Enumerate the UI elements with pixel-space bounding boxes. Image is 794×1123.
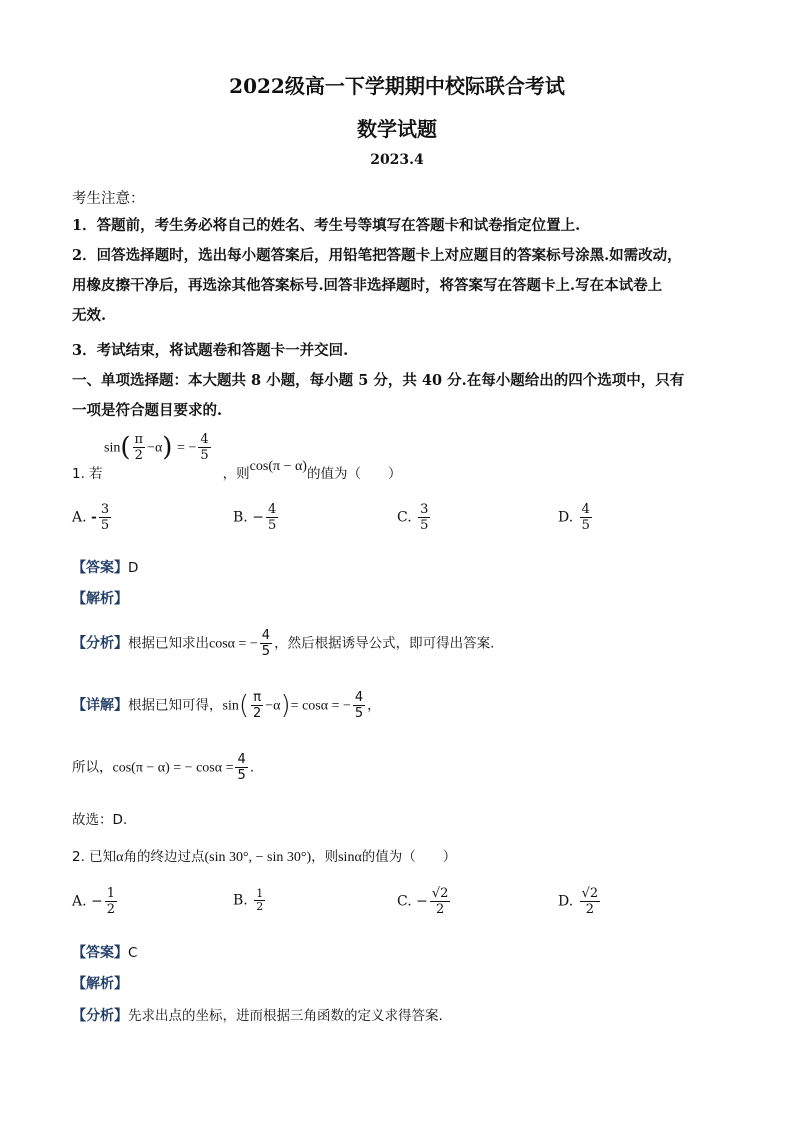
q2-option-c: C. − $\frac{√2}{2}$ [397,886,449,917]
notice-heading: 考生注意： [72,191,145,207]
exam-date: 2023.4 [370,152,424,168]
q2-fenxi: 【分析】先求出点的坐标，进而根据三角函数的定义求得答案. [72,1008,443,1024]
q1-analysis-tag: 【解析】 [72,591,128,607]
q1-choice: 故选：D. [72,812,128,828]
q1-cond-fraction: $\frac{4}{5}$ [200,432,209,463]
q1-fenxi: 【分析】根据已知求出cosα = − $\frac{4}{5}$ ，然后根据诱导公式，即可得出答案. [72,628,495,659]
q2-stem: 2. 已知α角的终边过点(sin 30°, − sin 30°)，则sinα的值为（ ） [72,849,457,865]
q1-option-c: C. $\frac{3}{5}$ [397,502,429,533]
notice-item-3: 3．考试结束，将试题卷和答题卡一并交回. [72,342,349,359]
q2-analysis-tag: 【解析】 [72,976,128,992]
subject-title: 数学试题 [357,117,437,141]
notice-item-2-line-1: 2．回答选择题时，选出每小题答案后，用铅笔把答题卡上对应题目的答案标号涂黑.如需改动， [72,247,682,264]
notice-item-2-line-3: 无效. [72,307,107,324]
q1-target-expr: cos(π − α) [249,459,307,474]
q1-so: 所以，cos(π − α) = − cosα = $\frac{4}{5}$ . [72,752,255,783]
q1-condition: sin( $\frac{\pi}{2}$ −α) = − $\frac{4}{5}$ [104,432,209,463]
q1-detail: 【详解】根据已知可得，sin( $\frac{\pi}{2}$ −α)= cosα = − $\frac{4}{5}$ ， [72,690,381,721]
q2-option-d: D. $\frac{√2}{2}$ [558,886,599,917]
q1-option-b: B. − $\frac{4}{5}$ [233,502,277,533]
section-heading-line-1: 一、单项选择题：本大题共 8 小题，每小题 5 分，共 40 分.在每小题给出的四个选项中，只有 [72,372,685,389]
notice-item-2-line-2: 用橡皮擦干净后，再选涂其他答案标号.回答非选择题时，将答案写在答题卡上.写在本试卷上 [72,277,663,294]
notice-item-1: 1．答题前，考生务必将自己的姓名、考生号等填写在答题卡和试卷指定位置上. [72,217,581,234]
q2-point: (sin 30°, − sin 30°) [204,850,312,865]
exam-title: 2022级高一下学期期中校际联合考试 [229,74,565,98]
q2-option-b: B. $\frac{1}{2}$ [233,887,264,913]
q1-answer: 【答案】D [72,560,139,576]
q1-stem: 1. 若 ，则cos(π − α)的值为（ ） [72,459,402,482]
q1-option-a: A. - $\frac{3}{5}$ [72,502,110,533]
q1-pi-over-2: $\frac{\pi}{2}$ [134,432,144,463]
section-heading-line-2: 一项是符合题目要求的. [72,402,223,419]
q1-option-d: D. $\frac{4}{5}$ [558,502,590,533]
q1-sin: sin [104,440,121,456]
q2-option-a: A. − $\frac{1}{2}$ [72,886,116,917]
q2-answer: 【答案】C [72,945,138,961]
